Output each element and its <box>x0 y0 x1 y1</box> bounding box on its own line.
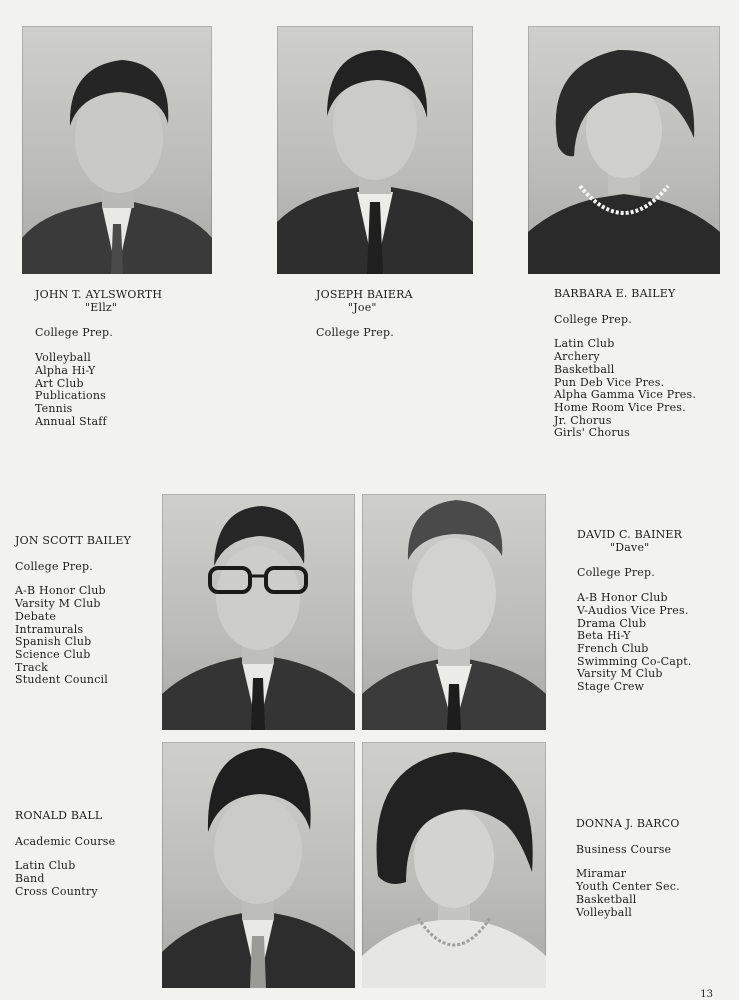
activity-item: Home Room Vice Pres. <box>554 400 686 414</box>
student-name: JON SCOTT BAILEY <box>15 534 132 547</box>
activity-item: French Club <box>577 641 649 655</box>
activity-item: Cross Country <box>15 884 98 898</box>
activity-item: Varsity M Club <box>577 667 663 681</box>
student-caption-jon-bailey <box>15 535 131 687</box>
activity-item: Latin Club <box>554 337 615 351</box>
student-name: BARBARA E. BAILEY <box>554 287 676 300</box>
activity-item: Drama Club <box>577 616 647 630</box>
student-caption-ball <box>15 810 115 899</box>
student-caption-barbara-bailey <box>554 288 696 440</box>
activity-item: Jr. Chorus <box>554 413 612 427</box>
activity-item: Debate <box>15 609 57 623</box>
activity-item: Publications <box>35 389 106 403</box>
student-name: JOHN T. AYLSWORTH <box>35 288 163 301</box>
activity-item: Science Club <box>15 647 91 661</box>
activity-item: Latin Club <box>15 859 76 873</box>
student-name: RONALD BALL <box>15 809 103 822</box>
student-caption-bainer <box>577 529 692 694</box>
student-course: College Prep. <box>316 326 394 340</box>
portrait-joseph-baiera <box>277 26 473 274</box>
portrait-ronald-ball <box>162 742 355 988</box>
activity-list <box>576 868 680 919</box>
activity-list <box>577 592 692 694</box>
student-caption-baiera <box>316 289 413 340</box>
activity-item: Pun Deb Vice Pres. <box>554 375 665 389</box>
activity-item: V-Audios Vice Pres. <box>577 603 689 617</box>
portrait-jon-bailey <box>162 494 355 730</box>
activity-item: Annual Staff <box>35 414 107 428</box>
activity-item: Student Council <box>15 673 108 687</box>
student-course: Academic Course <box>15 834 116 848</box>
student-course: College Prep. <box>577 566 655 580</box>
activity-item: Band <box>15 872 45 886</box>
portrait-david-bainer <box>362 494 546 730</box>
activity-item: Alpha Gamma Vice Pres. <box>554 388 697 402</box>
page-number: 13 <box>700 989 713 1000</box>
portrait-barbara-bailey <box>528 26 720 274</box>
activity-list <box>15 860 115 898</box>
activity-item: Tennis <box>35 401 73 415</box>
activity-item: Spanish Club <box>15 635 92 649</box>
student-course: College Prep. <box>35 326 113 340</box>
activity-list <box>554 338 696 440</box>
student-nickname: "Joe" <box>348 300 377 314</box>
student-nickname: "Dave" <box>610 540 650 554</box>
activity-item: A-B Honor Club <box>577 591 668 605</box>
activity-item: Beta Hi-Y <box>577 629 631 643</box>
activity-item: Basketball <box>576 892 637 906</box>
activity-list <box>35 352 162 428</box>
activity-item: Basketball <box>554 362 615 376</box>
activity-item: Miramar <box>576 867 627 881</box>
activity-item: Volleyball <box>35 351 91 365</box>
activity-item: Youth Center Sec. <box>576 880 680 894</box>
student-name: DAVID C. BAINER <box>577 528 683 541</box>
portrait-donna-barco <box>362 742 546 988</box>
student-nickname: "Ellz" <box>85 300 118 314</box>
student-caption-barco <box>576 818 680 919</box>
activity-item: Art Club <box>35 376 84 390</box>
portrait-john-aylsworth <box>22 26 212 274</box>
activity-list <box>15 585 131 687</box>
student-course: College Prep. <box>554 312 632 326</box>
student-name: DONNA J. BARCO <box>576 817 680 830</box>
activity-item: Track <box>15 660 48 674</box>
activity-item: Varsity M Club <box>15 597 101 611</box>
student-course: Business Course <box>576 842 672 856</box>
student-course: College Prep. <box>15 559 93 573</box>
activity-item: Swimming Co-Capt. <box>577 654 692 668</box>
activity-item: Stage Crew <box>577 680 645 694</box>
activity-item: A-B Honor Club <box>15 584 106 598</box>
activity-item: Intramurals <box>15 622 84 636</box>
activity-item: Alpha Hi-Y <box>35 363 96 377</box>
student-caption-aylsworth <box>35 289 162 428</box>
activity-item: Girls' Chorus <box>554 426 630 440</box>
activity-item: Volleyball <box>576 905 632 919</box>
activity-item: Archery <box>554 350 600 364</box>
student-name: JOSEPH BAIERA <box>316 288 413 301</box>
